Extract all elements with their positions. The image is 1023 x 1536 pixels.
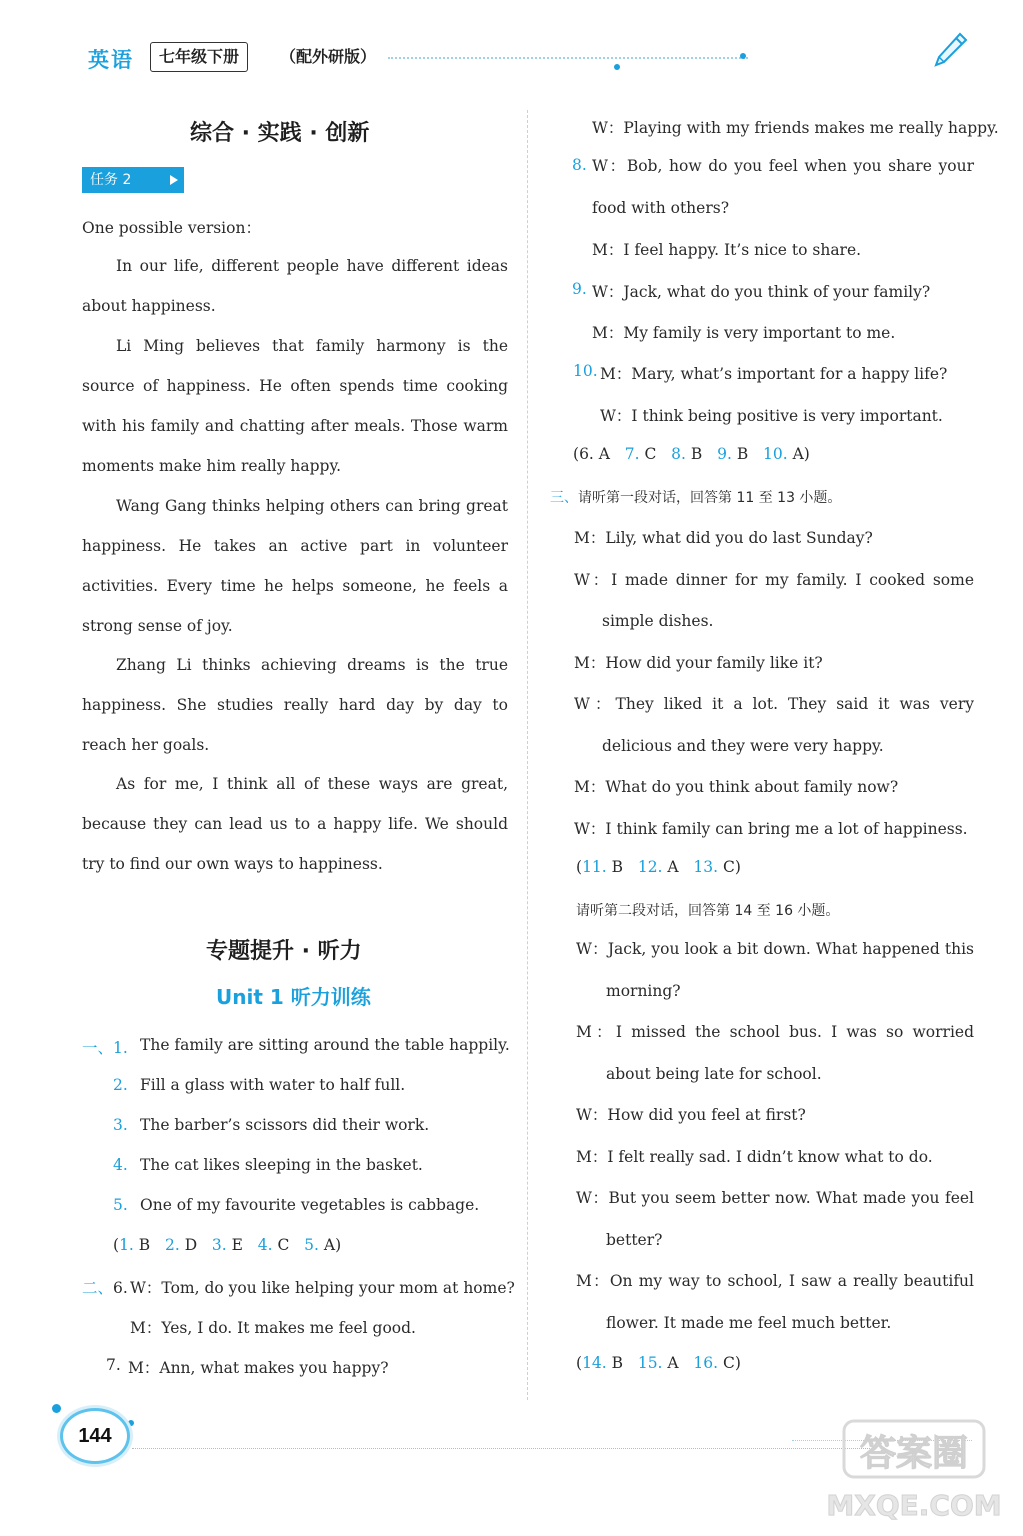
essay-paragraph: Li Ming believes that family harmony is the source of happiness. He often spends time cooking with his family and chatting after meals. Those warm moments make him really happy.: [82, 337, 508, 475]
section-title-listening: 专题提升 · 听力: [206, 939, 362, 964]
dialogue-line: M：My family is very important to me.: [592, 324, 896, 342]
dialogue-line: W：How did you feel at first?: [576, 1106, 806, 1124]
dialogue-block: [574, 518, 974, 850]
dialogue-line: M：On my way to school, I saw a really beautiful flower. It made me feel much better.: [576, 1272, 974, 1332]
dialogue-line: M：Lily, what did you do last Sunday?: [574, 529, 873, 547]
svg-text:答案圈: 答案圈: [859, 1433, 969, 1474]
dialogue-block: [576, 929, 974, 1344]
dialogue-line: M：How did your family like it?: [574, 653, 823, 672]
intro-line: One possible version：: [82, 219, 261, 237]
header-dot: [614, 64, 620, 70]
section-title-practice: 综合 · 实践 · 创新: [190, 121, 370, 146]
dialogue-line: W：Jack, you look a bit down. What happened this morning?: [576, 940, 974, 1000]
dialogue-line: M：I feel happy. It’s nice to share.: [592, 241, 862, 259]
page-number: 144: [60, 1408, 130, 1464]
dialogue-line: W：Playing with my friends makes me really happy.: [592, 119, 999, 137]
answer-key: (1. B 2. D 3. E 4. C 5. A): [113, 1236, 342, 1254]
dialogue-line: W：Bob, how do you feel when you share your food with others?: [592, 157, 974, 217]
list-item-text: Fill a glass with water to half full.: [140, 1076, 406, 1094]
dialogue-line: M：Mary, what’s important for a happy life?: [600, 365, 948, 383]
watermark-logo: [826, 1415, 1002, 1527]
dialogue-line: M：Ann, what makes you happy?: [128, 1359, 389, 1377]
watermark-icon: [826, 1415, 1002, 1527]
dialogue-line: W：I think being positive is very important.: [600, 407, 943, 425]
task-badge: [82, 167, 184, 193]
footer-divider: [132, 1448, 872, 1449]
header-divider: [388, 57, 748, 59]
essay-paragraph: Zhang Li thinks achieving dreams is the true happiness. She studies really hard day by day to reach her goals.: [82, 656, 508, 754]
decor-dot: [52, 1404, 61, 1413]
dialogue-line: M：What do you think about family now?: [574, 778, 899, 796]
dialogue-line: M：I missed the school bus. I was so worried about being late for school.: [576, 1023, 974, 1083]
answer-key: (14. B 15. A 16. C): [576, 1354, 741, 1372]
dialogue-line: W：Tom, do you like helping your mom at home?: [130, 1279, 515, 1297]
list-item-text: The barber’s scissors did their work.: [140, 1116, 430, 1134]
dialogue-line: M：I felt really sad. I didn’t know what to do.: [576, 1147, 933, 1166]
item-number: 5.: [113, 1196, 128, 1214]
item-number: 2.: [113, 1076, 128, 1094]
decor-dot: [128, 1420, 134, 1426]
answer-key: (6. A 7. C 8. B 9. B 10. A): [573, 445, 810, 463]
item-number: 9.: [572, 280, 587, 298]
dialogue-line: W：But you seem better now. What made you feel better?: [576, 1189, 974, 1249]
svg-text:MXQE.COM: MXQE.COM: [826, 1489, 1002, 1522]
column-divider: [527, 110, 528, 1400]
dialogue-line: W：They liked it a lot. They said it was very delicious and they were very happy.: [574, 695, 974, 755]
item-number: 7.: [106, 1356, 121, 1374]
subject-label: 英语: [88, 48, 134, 72]
dialogue-line: M：Yes, I do. It makes me feel good.: [130, 1319, 416, 1337]
answer-key: (11. B 12. A 13. C): [576, 858, 741, 876]
header-dot: [740, 53, 746, 59]
unit-title: Unit 1 听力训练: [216, 985, 371, 1009]
list-item-text: The family are sitting around the table happily.: [140, 1036, 510, 1054]
item-number: 3.: [113, 1116, 128, 1134]
item-number: 8.: [572, 156, 587, 174]
list-item-text: The cat likes sleeping in the basket.: [140, 1156, 423, 1174]
list-item: 二、6.: [82, 1279, 128, 1297]
essay-paragraph: In our life, different people have different ideas about happiness.: [82, 257, 508, 315]
play-triangle-icon: [170, 175, 178, 185]
item-number: 4.: [113, 1156, 128, 1174]
grade-label: 七年级下册: [150, 42, 248, 72]
essay-paragraph: As for me, I think all of these ways are great, because they can lead us to a happy life. We should try to find our own ways to happiness.: [82, 775, 508, 873]
dialogue-line: W：I made dinner for my family. I cooked some simple dishes.: [574, 570, 974, 630]
instruction: 三、请听第一段对话，回答第 11 至 13 小题。: [550, 490, 842, 506]
dialogue-line: W：Jack, what do you think of your family?: [592, 283, 931, 301]
pen-icon: [930, 30, 970, 70]
list-item-text: One of my favourite vegetables is cabbage.: [140, 1196, 480, 1214]
instruction: 请听第二段对话，回答第 14 至 16 小题。: [576, 903, 840, 919]
edition-label: （配外研版）: [280, 47, 377, 66]
list-item: 一、1.: [82, 1039, 128, 1057]
task-badge-label: 任务 2: [90, 172, 132, 188]
dialogue-line: W：I think family can bring me a lot of happiness.: [574, 819, 968, 838]
essay-paragraph: Wang Gang thinks helping others can bring great happiness. He takes an active part in volunteer activities. Every time he helps someone, he feels a strong sense of joy.: [82, 497, 508, 635]
item-number: 10.: [573, 362, 598, 380]
